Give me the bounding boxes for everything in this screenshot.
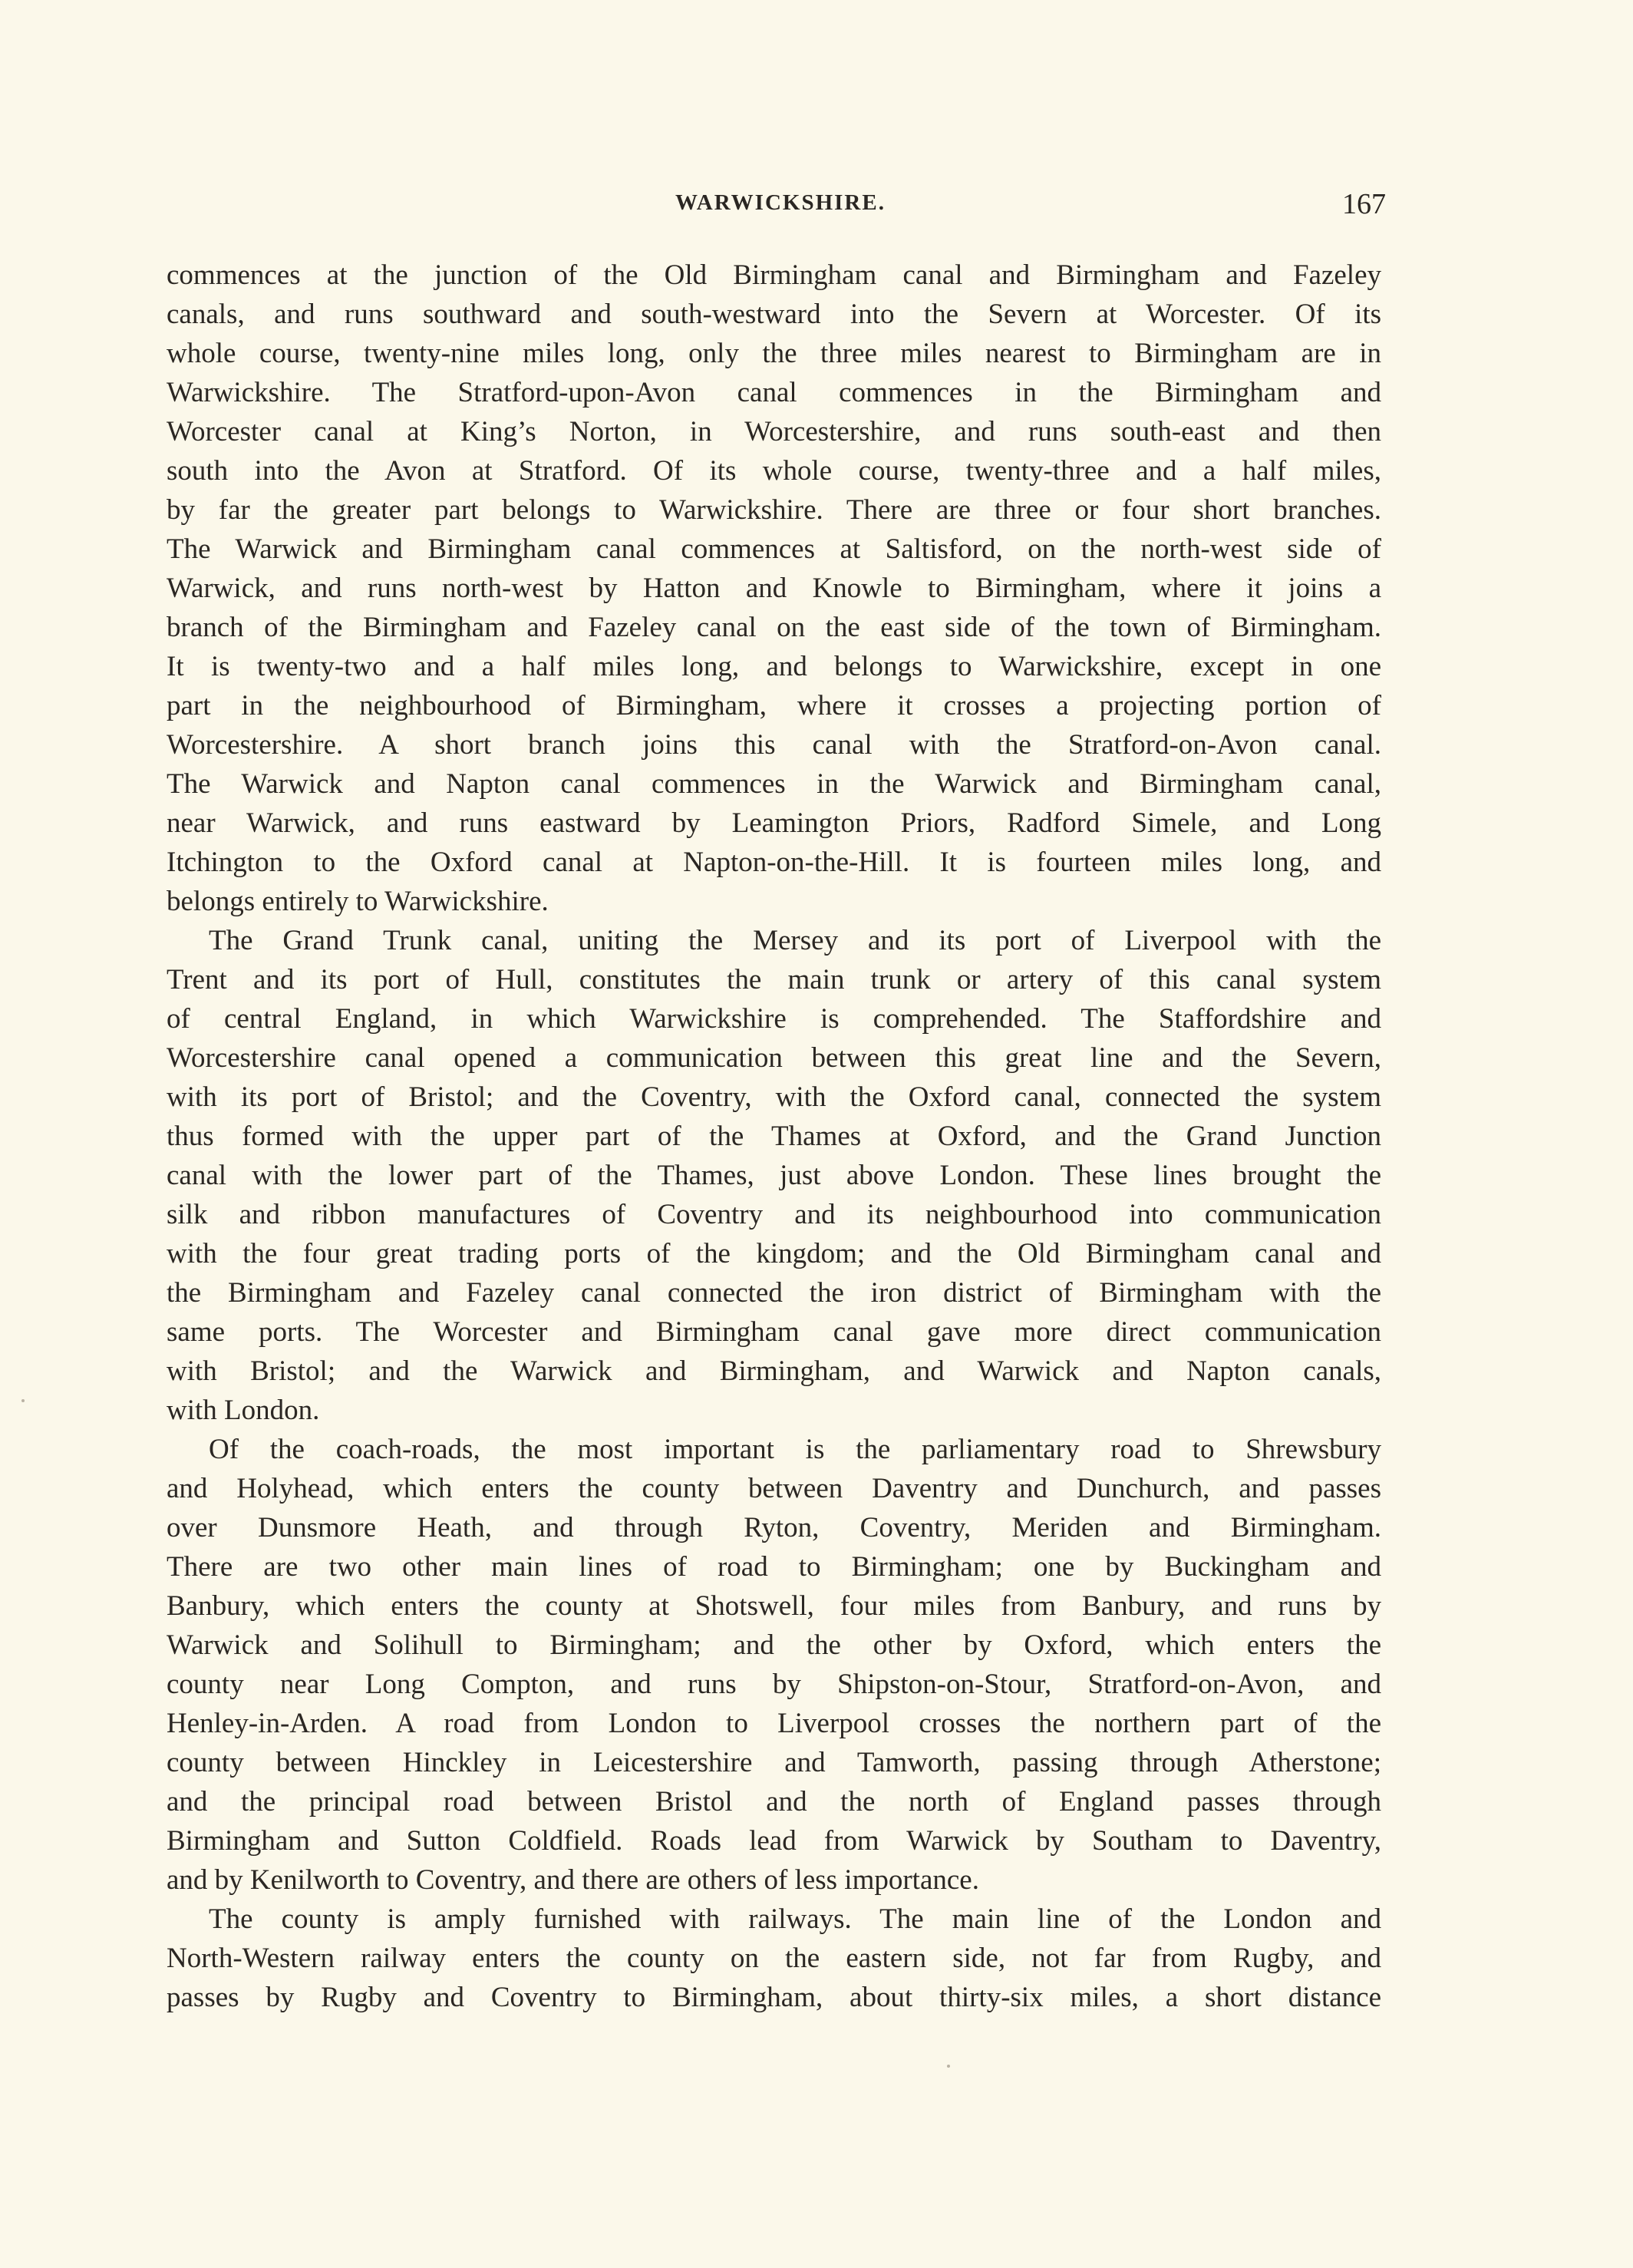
- text-line: silk and ribbon manufactures of Coventry and its neighbourhood into communication: [167, 1199, 1381, 1230]
- text-line: with Bristol; and the Warwick and Birmingham, and Warwick and Napton canals,: [167, 1355, 1381, 1387]
- text-line: There are two other main lines of road to Birmingham; one by Buckingham and: [167, 1551, 1381, 1583]
- text-line: near Warwick, and runs eastward by Leamington Priors, Radford Simele, and Long: [167, 807, 1381, 839]
- text-line: over Dunsmore Heath, and through Ryton, Coventry, Meriden and Birmingham.: [167, 1512, 1381, 1543]
- text-line: commences at the junction of the Old Birmingham canal and Birmingham and Fazeley: [167, 259, 1381, 291]
- paragraph-first-line: The county is amply furnished with railways. The main line of the London and: [209, 1903, 1381, 1935]
- text-line: south into the Avon at Stratford. Of its whole course, twenty-three and a half miles,: [167, 455, 1381, 487]
- text-line: by far the greater part belongs to Warwickshire. There are three or four short branches.: [167, 494, 1381, 526]
- text-line: Worcestershire canal opened a communication between this great line and the Severn,: [167, 1042, 1381, 1074]
- text-line: part in the neighbourhood of Birmingham, where it crosses a projecting portion of: [167, 690, 1381, 721]
- paragraph-first-line: The Grand Trunk canal, uniting the Mersey and its port of Liverpool with the: [209, 925, 1381, 956]
- text-line: The Warwick and Napton canal commences in the Warwick and Birmingham canal,: [167, 768, 1381, 800]
- text-line: county near Long Compton, and runs by Shipston-on-Stour, Stratford-on-Avon, and: [167, 1669, 1381, 1700]
- text-line: county between Hinckley in Leicestershire and Tamworth, passing through Atherstone;: [167, 1747, 1381, 1778]
- text-line: belongs entirely to Warwickshire.: [167, 886, 549, 917]
- text-line: with its port of Bristol; and the Coventry, with the Oxford canal, connected the system: [167, 1081, 1381, 1113]
- text-line: and Holyhead, which enters the county between Daventry and Dunchurch, and passes: [167, 1473, 1381, 1504]
- paper-speck: [947, 2065, 950, 2068]
- text-line: Banbury, which enters the county at Shotswell, four miles from Banbury, and runs by: [167, 1590, 1381, 1622]
- text-line: with London.: [167, 1395, 320, 1426]
- text-line: The Warwick and Birmingham canal commences at Saltisford, on the north-west side of: [167, 533, 1381, 565]
- text-line: and by Kenilworth to Coventry, and there are others of less importance.: [167, 1864, 979, 1896]
- running-header-title: WARWICKSHIRE.: [675, 190, 886, 215]
- text-line: the Birmingham and Fazeley canal connected the iron district of Birmingham with the: [167, 1277, 1381, 1309]
- text-line: branch of the Birmingham and Fazeley canal on the east side of the town of Birmingham.: [167, 612, 1381, 643]
- paper-speck: [21, 1399, 25, 1402]
- text-line: Warwick and Solihull to Birmingham; and the other by Oxford, which enters the: [167, 1629, 1381, 1661]
- text-line: Henley-in-Arden. A road from London to Liverpool crosses the northern part of the: [167, 1708, 1381, 1739]
- body-text: [167, 256, 1381, 2017]
- text-line: canal with the lower part of the Thames, just above London. These lines brought the: [167, 1160, 1381, 1191]
- text-line: Trent and its port of Hull, constitutes the main trunk or artery of this canal system: [167, 964, 1381, 995]
- text-line: North-Western railway enters the county on the eastern side, not far from Rugby, and: [167, 1943, 1381, 1974]
- text-line: of central England, in which Warwickshire is comprehended. The Staffordshire and: [167, 1003, 1381, 1035]
- text-line: Worcestershire. A short branch joins this canal with the Stratford-on-Avon canal.: [167, 729, 1381, 761]
- text-line: thus formed with the upper part of the Thames at Oxford, and the Grand Junction: [167, 1121, 1381, 1152]
- text-line: same ports. The Worcester and Birmingham canal gave more direct communication: [167, 1316, 1381, 1348]
- text-line: and the principal road between Bristol and the north of England passes through: [167, 1786, 1381, 1817]
- text-line: Itchington to the Oxford canal at Napton-on-the-Hill. It is fourteen miles long, and: [167, 847, 1381, 878]
- text-line: It is twenty-two and a half miles long, and belongs to Warwickshire, except in one: [167, 651, 1381, 682]
- paragraph-first-line: Of the coach-roads, the most important is the parliamentary road to Shrewsbury: [209, 1434, 1381, 1465]
- text-line: canals, and runs southward and south-westward into the Severn at Worcester. Of its: [167, 299, 1381, 330]
- text-line: Warwick, and runs north-west by Hatton and Knowle to Birmingham, where it joins a: [167, 573, 1381, 604]
- page-number: 167: [1342, 188, 1386, 220]
- text-line: whole course, twenty-nine miles long, only the three miles nearest to Birmingham are in: [167, 338, 1381, 369]
- text-line: Warwickshire. The Stratford-upon-Avon canal commences in the Birmingham and: [167, 377, 1381, 408]
- text-line: Worcester canal at King’s Norton, in Worcestershire, and runs south-east and then: [167, 416, 1381, 447]
- text-line: passes by Rugby and Coventry to Birmingham, about thirty-six miles, a short distance: [167, 1982, 1381, 2013]
- text-line: Birmingham and Sutton Coldfield. Roads lead from Warwick by Southam to Daventry,: [167, 1825, 1381, 1857]
- text-line: with the four great trading ports of the kingdom; and the Old Birmingham canal and: [167, 1238, 1381, 1269]
